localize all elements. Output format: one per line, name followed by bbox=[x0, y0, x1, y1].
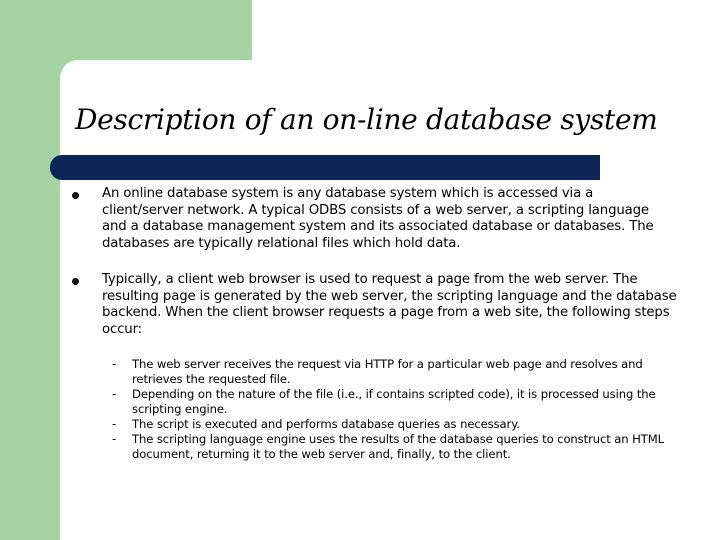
step-text: Depending on the nature of the file (i.e., if contains scripted code), it is processed using the scripting engine. bbox=[132, 387, 656, 416]
step-text: The script is executed and performs database queries as necessary. bbox=[132, 417, 520, 431]
step-text: The web server receives the request via HTTP for a particular web page and resolves and retrieves the requested file. bbox=[132, 357, 643, 386]
bullet-dot-icon bbox=[72, 278, 79, 285]
bullet-text: An online database system is any database system which is accessed via a client/server network. A typical ODBS consists of a web server, a scripting language and a database management system and its associated database or databases. The databases are typically relational files which hold data. bbox=[102, 186, 654, 251]
bullet-dot-icon bbox=[72, 192, 79, 199]
slide-title: Description of an on-line database system bbox=[75, 103, 658, 136]
title-underline-bar bbox=[50, 155, 600, 180]
dash-marker: - bbox=[112, 387, 117, 401]
step-text: The scripting language engine uses the results of the database queries to construct an HTML document, returning it to the web server and, finally, to the client. bbox=[132, 432, 664, 461]
dash-marker: - bbox=[112, 357, 117, 371]
dash-marker: - bbox=[112, 432, 117, 446]
bullet-text: Typically, a client web browser is used to request a page from the web server. The resulting page is generated by the web server, the scripting language and the database backend. When the client browser requests a page from a web site, the following steps occur: bbox=[102, 272, 677, 337]
dash-marker: - bbox=[112, 417, 117, 431]
